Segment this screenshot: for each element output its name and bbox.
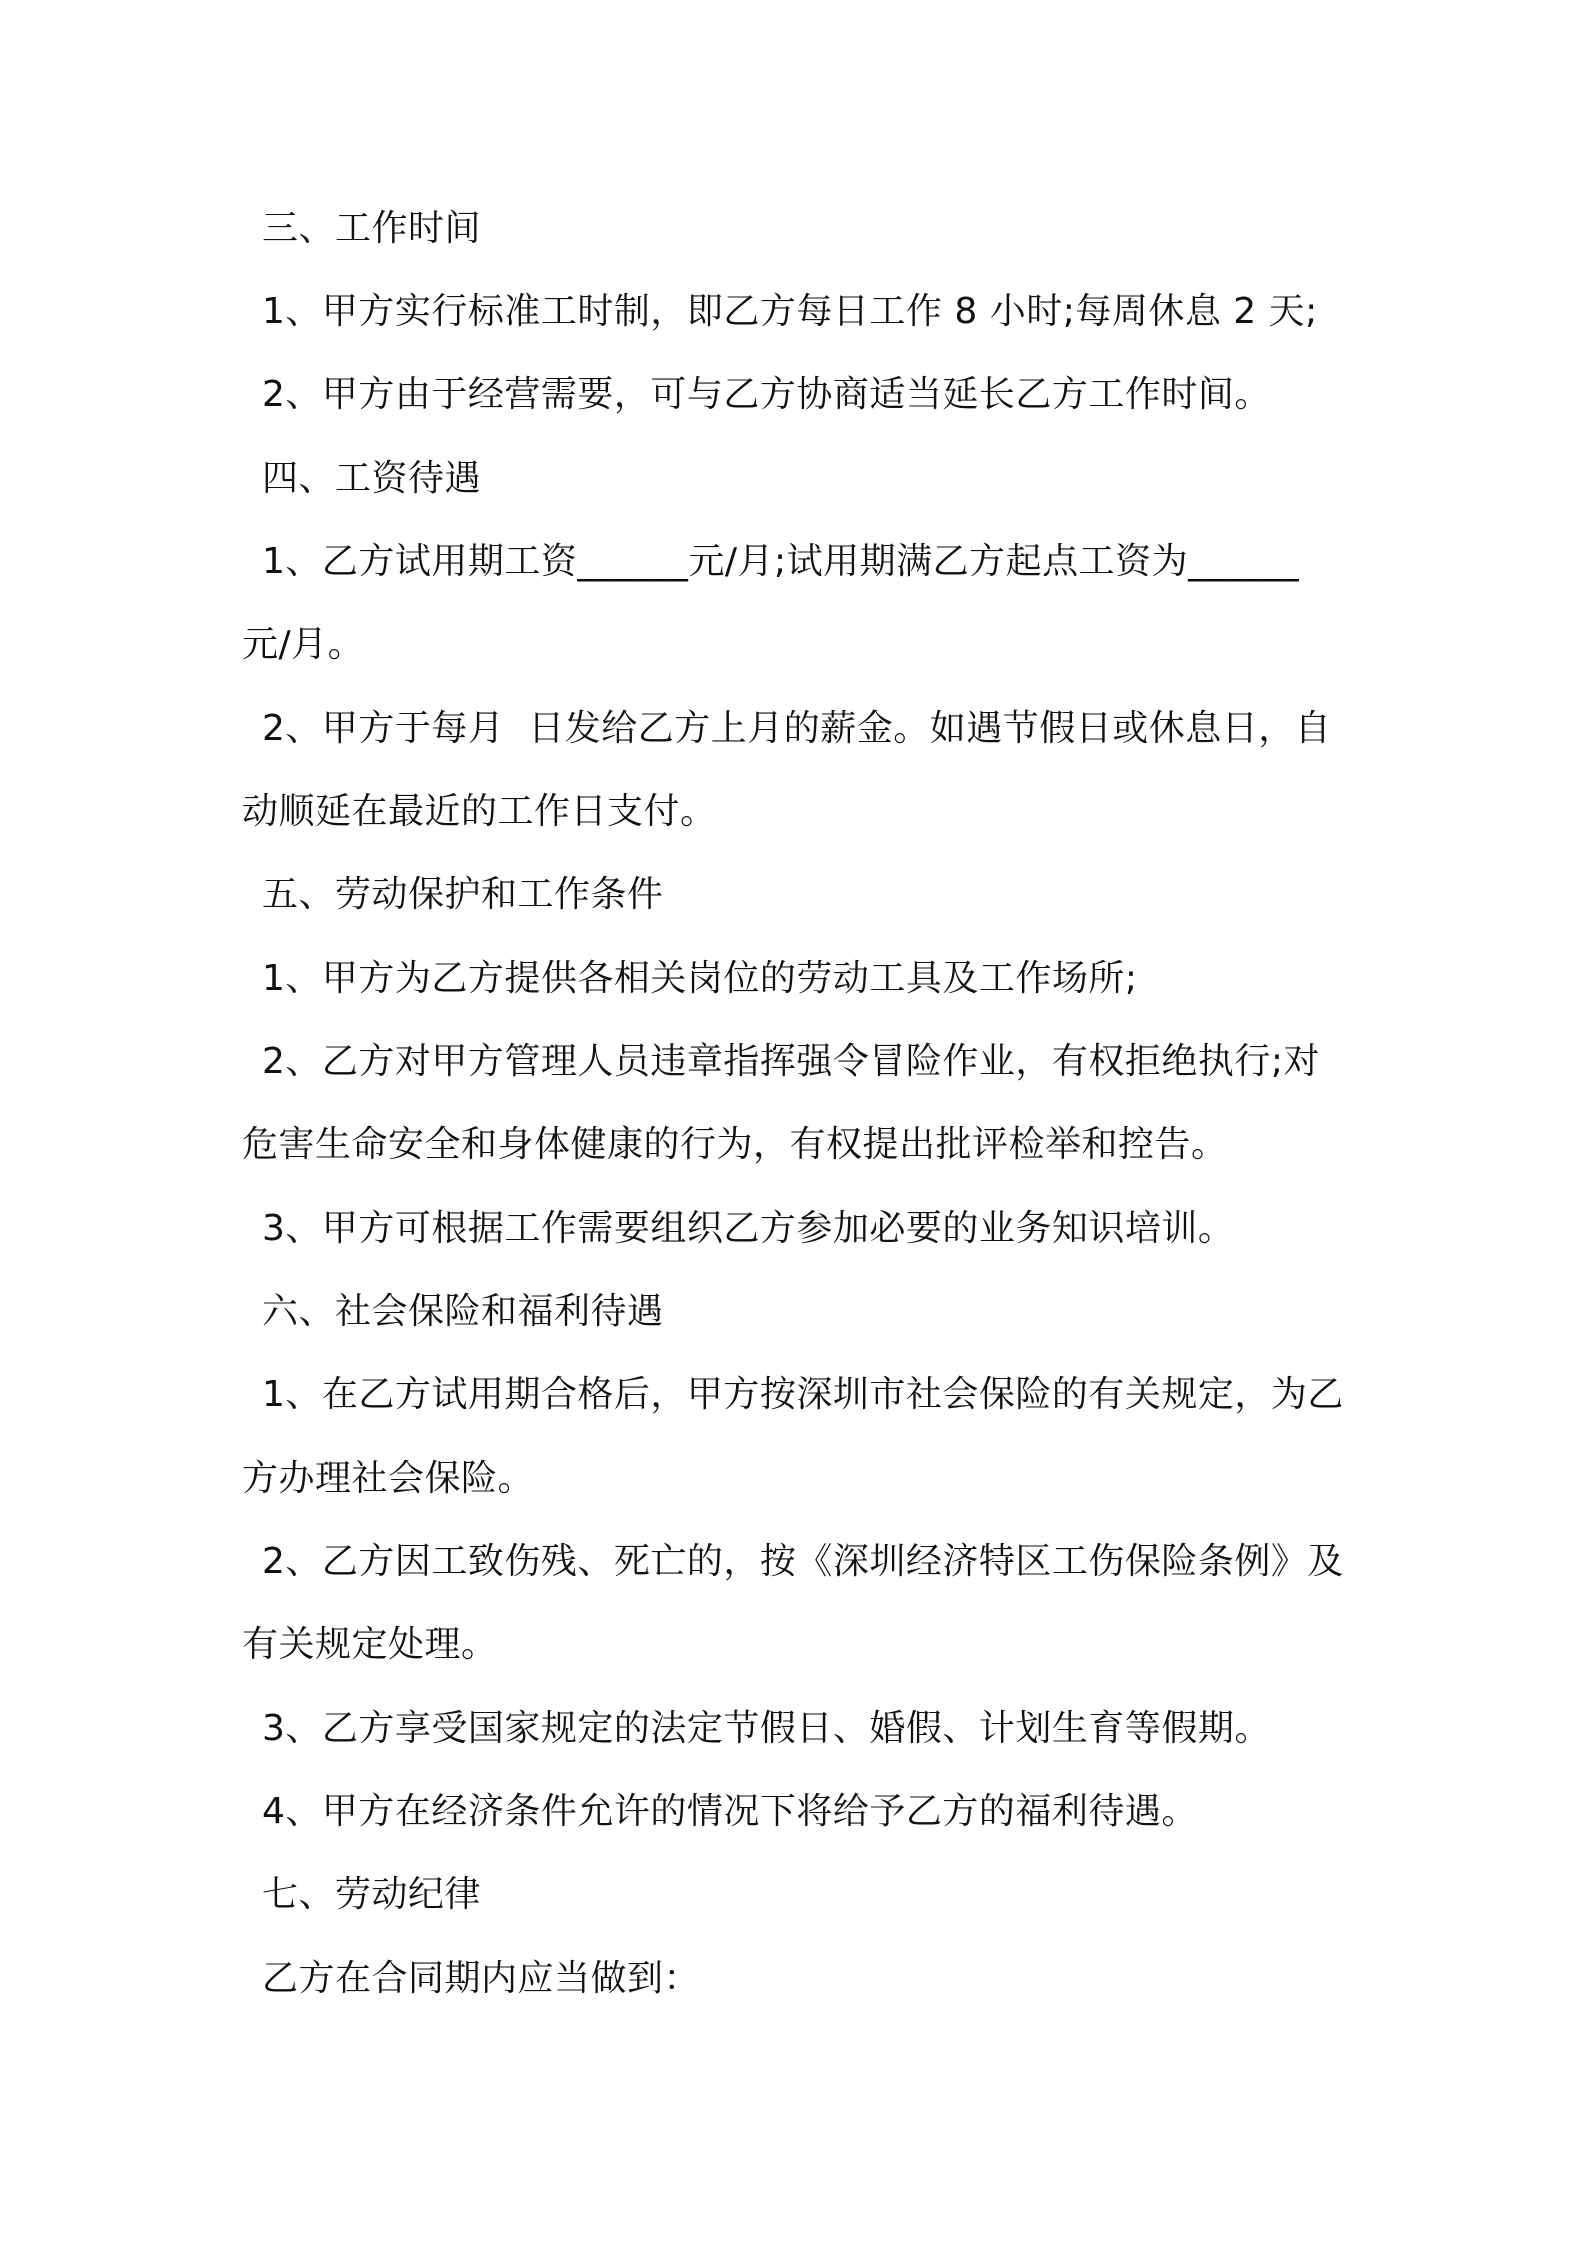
paragraph-line: 3、乙方享受国家规定的法定节假日、婚假、计划生育等假期。 — [262, 1708, 1271, 1749]
paragraph-line: 动顺延在最近的工作日支付。 — [242, 791, 717, 832]
paragraph-line: 2、乙方因工致伤残、死亡的，按《深圳经济特区工伤保险条例》及 — [262, 1541, 1344, 1582]
paragraph-line: 乙方在合同期内应当做到： — [262, 1958, 701, 1999]
section-heading-wages: 四、工资待遇 — [262, 458, 482, 499]
paragraph-line: 1、甲方实行标准工时制，即乙方每日工作 8 小时;每周休息 2 天; — [262, 291, 1318, 332]
section-heading-work-time: 三、工作时间 — [262, 208, 482, 249]
paragraph-line: 3、甲方可根据工作需要组织乙方参加必要的业务知识培训。 — [262, 1208, 1235, 1249]
paragraph-line: 1、乙方试用期工资______元/月;试用期满乙方起点工资为______ — [262, 541, 1300, 582]
paragraph-line: 1、在乙方试用期合格后，甲方按深圳市社会保险的有关规定，为乙 — [262, 1374, 1344, 1415]
paragraph-line: 方办理社会保险。 — [242, 1458, 535, 1499]
section-heading-labor-discipline: 七、劳动纪律 — [262, 1874, 482, 1915]
paragraph-line: 2、乙方对甲方管理人员违章指挥强令冒险作业，有权拒绝执行;对 — [262, 1041, 1321, 1082]
paragraph-line: 4、甲方在经济条件允许的情况下将给予乙方的福利待遇。 — [262, 1791, 1198, 1832]
paragraph-line: 1、甲方为乙方提供各相关岗位的劳动工具及工作场所; — [262, 958, 1138, 999]
paragraph-line: 2、甲方于每月 日发给乙方上月的薪金。如遇节假日或休息日，自 — [262, 708, 1332, 749]
section-heading-social-insurance: 六、社会保险和福利待遇 — [262, 1291, 664, 1332]
paragraph-line: 2、甲方由于经营需要，可与乙方协商适当延长乙方工作时间。 — [262, 374, 1271, 415]
section-heading-labor-protection: 五、劳动保护和工作条件 — [262, 874, 664, 915]
paragraph-line: 危害生命安全和身体健康的行为，有权提出批评检举和控告。 — [242, 1124, 1228, 1165]
paragraph-line: 有关规定处理。 — [242, 1624, 498, 1665]
paragraph-line: 元/月。 — [242, 624, 365, 665]
